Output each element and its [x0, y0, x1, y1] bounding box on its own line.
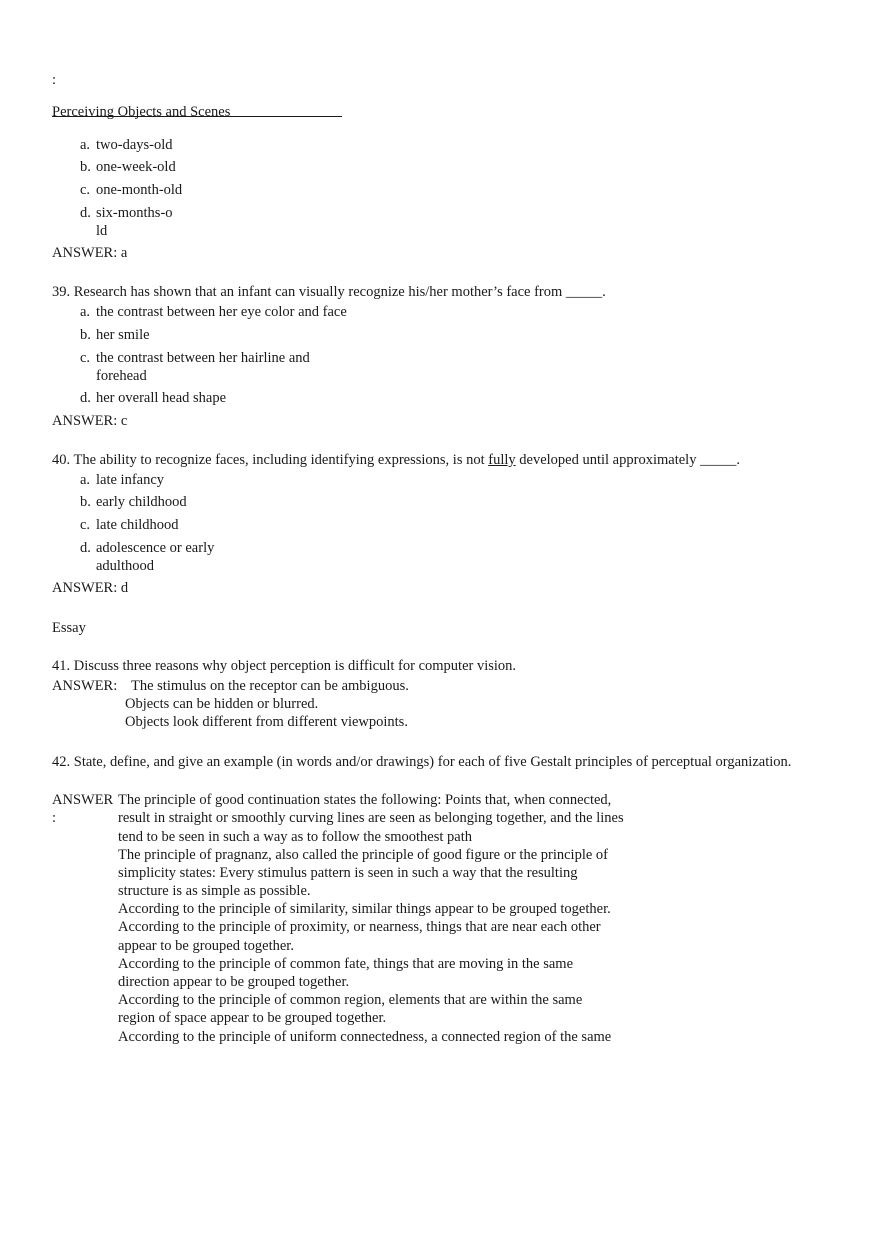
- q40-question-start: 40. The ability to recognize faces, including identifying expressions, is not: [52, 452, 489, 468]
- section-title-rule: [52, 116, 342, 117]
- q39-option-b: [80, 326, 410, 344]
- q40-question-underlined-word: fully: [488, 452, 516, 468]
- q40-question-end: developed until approximately _____.: [515, 452, 740, 468]
- q42-answer-line: appear to be grouped together.: [118, 938, 294, 954]
- q38-option-b: [80, 158, 410, 176]
- option-text: early childhood: [96, 494, 187, 510]
- q38-option-c: [80, 181, 410, 199]
- option-letter: a.: [80, 304, 91, 320]
- q40-option-a: [80, 471, 410, 489]
- q38-answer: ANSWER: a: [52, 245, 128, 261]
- option-letter: b.: [80, 494, 91, 510]
- q42-answer-line: region of space appear to be grouped together.: [118, 1010, 387, 1026]
- q40-answer: ANSWER: d: [52, 580, 129, 596]
- option-letter: d.: [80, 540, 91, 556]
- option-letter: b.: [80, 327, 91, 343]
- option-text: her overall head shape: [96, 390, 227, 406]
- q42-answer-line: According to the principle of common fate, things that are moving in the same: [118, 956, 574, 972]
- q42-answer-line: result in straight or smoothly curving lines are seen as belonging together, and the lines: [118, 810, 624, 826]
- q40-option-b: [80, 493, 410, 511]
- q40-question: [52, 451, 740, 469]
- top-mark: :: [52, 72, 57, 88]
- option-letter: c.: [80, 182, 91, 198]
- option-text: one-week-old: [96, 159, 176, 175]
- q39-option-d: [80, 389, 410, 407]
- q41-answer-line: Objects look different from different viewpoints.: [125, 714, 408, 730]
- option-text: the contrast between her eye color and face: [96, 304, 347, 320]
- q38-option-d: [80, 204, 176, 240]
- q42-answer-line: According to the principle of similarity, similar things appear to be grouped together.: [118, 901, 611, 917]
- q42-answer-line: The principle of good continuation states the following: Points that, when connected,: [118, 792, 612, 808]
- q42-question: 42. State, define, and give an example (in words and/or drawings) for each of five Gestalt principles of perceptual organization.: [52, 754, 792, 770]
- q39-question: 39. Research has shown that an infant can visually recognize his/her mother’s face from _____.: [52, 284, 606, 300]
- option-letter: a.: [80, 472, 91, 488]
- q42-answer-line: tend to be seen in such a way as to follow the smoothest path: [118, 829, 472, 845]
- option-letter: d.: [80, 205, 91, 221]
- q42-answer-line: According to the principle of proximity, or nearness, things that are near each other: [118, 919, 601, 935]
- q41-answer-label: ANSWER:: [52, 678, 118, 694]
- option-text: the contrast between her hairline and forehead: [96, 350, 310, 384]
- q42-answer-line: According to the principle of common region, elements that are within the same: [118, 992, 583, 1008]
- option-letter: a.: [80, 137, 91, 153]
- q39-option-a: [80, 303, 410, 321]
- q42-answer-line: structure is as simple as possible.: [118, 883, 311, 899]
- q39-option-c: [80, 349, 342, 385]
- q38-option-a: [80, 136, 410, 154]
- q41-question: 41. Discuss three reasons why object perception is difficult for computer vision.: [52, 658, 517, 674]
- option-letter: c.: [80, 350, 91, 366]
- option-letter: d.: [80, 390, 91, 406]
- q40-option-d: [80, 539, 240, 575]
- q42-answer-label-colon: :: [52, 810, 57, 826]
- q42-answer-line: According to the principle of uniform connectedness, a connected region of the same: [118, 1029, 612, 1045]
- option-text: two-days-old: [96, 137, 173, 153]
- q39-answer: ANSWER: c: [52, 413, 128, 429]
- option-letter: c.: [80, 517, 91, 533]
- option-text: one-month-old: [96, 182, 183, 198]
- option-text: late childhood: [96, 517, 179, 533]
- q42-answer-line: simplicity states: Every stimulus pattern is seen in such a way that the resulting: [118, 865, 578, 881]
- essay-heading: Essay: [52, 620, 86, 636]
- option-text: late infancy: [96, 472, 165, 488]
- q42-answer-line: direction appear to be grouped together.: [118, 974, 350, 990]
- q40-option-c: [80, 516, 410, 534]
- q42-answer-label: ANSWER: [52, 792, 114, 808]
- q41-answer-line: The stimulus on the receptor can be ambiguous.: [131, 678, 409, 694]
- option-letter: b.: [80, 159, 91, 175]
- option-text: adolescence or early adulthood: [96, 540, 215, 574]
- q42-answer-line: The principle of pragnanz, also called the principle of good figure or the principle of: [118, 847, 608, 863]
- option-text: her smile: [96, 327, 150, 343]
- section-title: Perceiving Objects and Scenes: [52, 104, 231, 120]
- option-text: six-months-old: [96, 205, 173, 239]
- q41-answer-line: Objects can be hidden or blurred.: [125, 696, 319, 712]
